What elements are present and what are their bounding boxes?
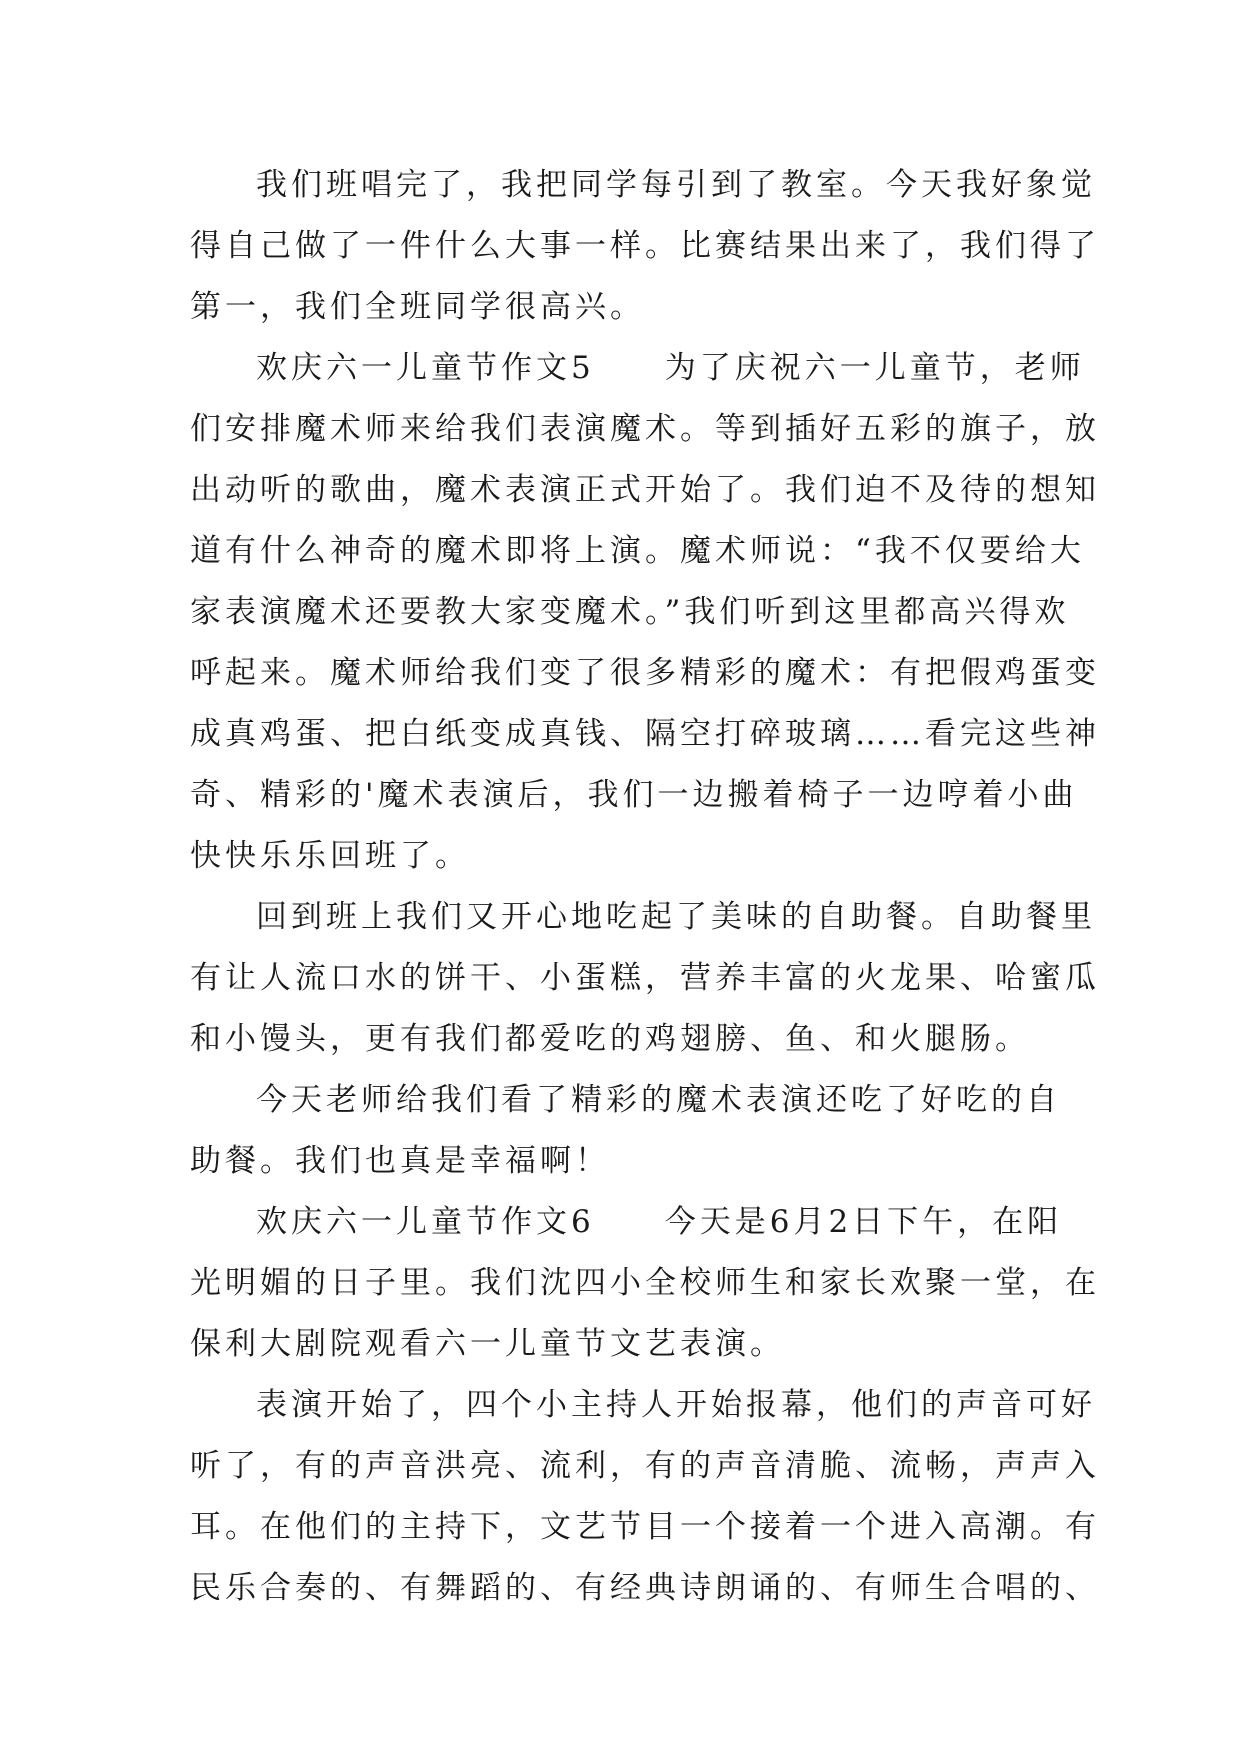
text-line: 耳。在他们的主持下，文艺节目一个接着一个进入高潮。有 xyxy=(190,1509,1100,1545)
text-line: 成真鸡蛋、把白纸变成真钱、隔空打碎玻璃……看完这些神 xyxy=(190,716,1100,752)
text-line: 得自己做了一件什么大事一样。比赛结果出来了，我们得了 xyxy=(190,228,1100,264)
text-line: 呼起来。魔术师给我们变了很多精彩的魔术：有把假鸡蛋变 xyxy=(190,655,1100,691)
text-line: 快快乐乐回班了。 xyxy=(190,838,470,874)
text-line: 听了，有的声音洪亮、流利，有的声音清脆、流畅，声声入 xyxy=(190,1448,1100,1484)
text-line: 保利大剧院观看六一儿童节文艺表演。 xyxy=(190,1326,785,1362)
text-line: 回到班上我们又开心地吃起了美味的自助餐。自助餐里 xyxy=(256,899,1096,935)
text-line: 表演开始了，四个小主持人开始报幕，他们的声音可好 xyxy=(256,1387,1096,1423)
text-line: 我们班唱完了，我把同学每引到了教室。今天我好象觉 xyxy=(256,167,1096,203)
text-line: 第一，我们全班同学很高兴。 xyxy=(190,289,645,325)
text-line: 道有什么神奇的魔术即将上演。魔术师说：“我不仅要给大 xyxy=(190,533,1085,569)
text-line: 民乐合奏的、有舞蹈的、有经典诗朗诵的、有师生合唱的、 xyxy=(190,1570,1100,1606)
text-line: 奇、精彩的'魔术表演后，我们一边搬着椅子一边哼着小曲 xyxy=(190,777,1078,813)
text-line: 家表演魔术还要教大家变魔术。”我们听到这里都高兴得欢 xyxy=(190,594,1070,630)
text-line: 出动听的歌曲，魔术表演正式开始了。我们迫不及待的想知 xyxy=(190,472,1100,508)
text-line: 和小馒头，更有我们都爱吃的鸡翅膀、鱼、和火腿肠。 xyxy=(190,1021,1030,1057)
text-line: 们安排魔术师来给我们表演魔术。等到插好五彩的旗子，放 xyxy=(190,411,1100,447)
essay-text xyxy=(190,155,1100,1619)
section-heading-line: 欢庆六一儿童节作文5 为了庆祝六一儿童节，老师 xyxy=(256,350,1085,386)
section-heading-line: 欢庆六一儿童节作文6 今天是6月2日下午，在阳 xyxy=(256,1204,1063,1240)
text-line: 有让人流口水的饼干、小蛋糕，营养丰富的火龙果、哈蜜瓜 xyxy=(190,960,1100,996)
text-line: 今天老师给我们看了精彩的魔术表演还吃了好吃的自 xyxy=(256,1082,1061,1118)
text-line: 助餐。我们也真是幸福啊！ xyxy=(190,1143,610,1179)
text-line: 光明媚的日子里。我们沈四小全校师生和家长欢聚一堂，在 xyxy=(190,1265,1100,1301)
